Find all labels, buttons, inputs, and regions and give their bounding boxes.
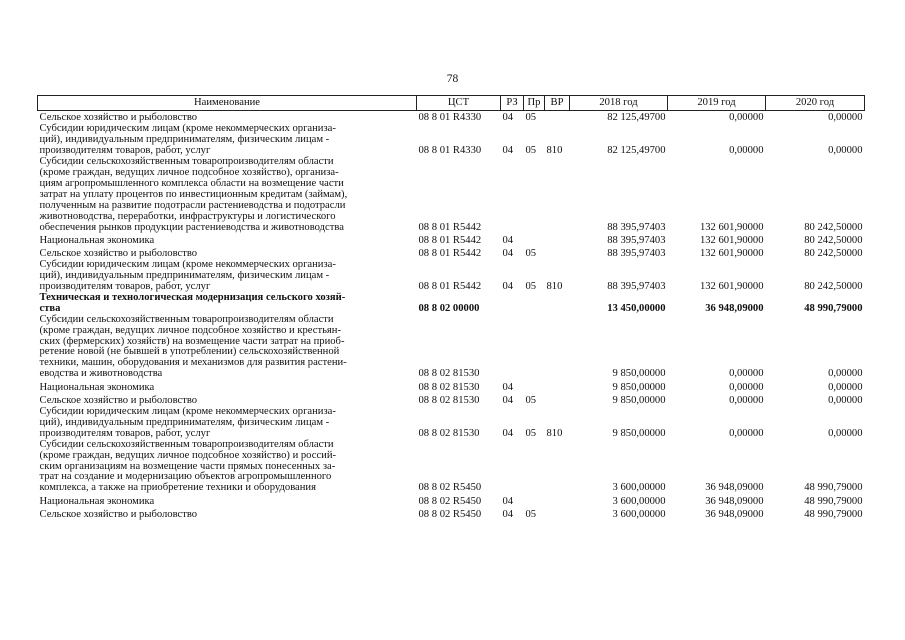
row-2019-value: 36 948,09000 [705,509,764,521]
row-vr [545,494,570,507]
row-rz: 04 [502,234,514,246]
row-2019-value: 0,00000 [729,112,764,124]
row-rz [501,315,524,380]
row-vr: 810 [546,145,563,157]
row-cst: 08 8 02 81530 [418,395,480,407]
row-2019-value: 36 948,09000 [705,302,764,314]
row-rz: 04 [502,427,514,439]
row-2018-value: 9 850,00000 [612,427,666,439]
row-name: Сельское хозяйство и рыболовство [39,248,198,260]
row-vr [545,315,570,380]
row-2018-value: 3 600,00000 [612,495,666,507]
row-name: Сельское хозяйство и рыболовство [39,509,198,521]
table-row [38,293,865,315]
row-pr [524,233,545,246]
row-2018-value: 88 395,97403 [607,234,666,246]
row-cst: 08 8 01 R5442 [418,234,482,246]
row-2020-value: 80 242,50000 [804,281,863,293]
row-2020-value: 48 990,79000 [804,495,863,507]
row-2018-value: 13 450,00000 [607,302,666,314]
row-rz: 04 [502,248,514,260]
row-2020-value: 80 242,50000 [804,248,863,260]
row-vr [545,111,570,125]
row-2019-value: 36 948,09000 [705,495,764,507]
row-2018-value: 9 850,00000 [612,381,666,393]
row-name: Национальная экономика [39,381,155,393]
row-2020-value: 0,00000 [828,368,863,380]
row-2019-value: 0,00000 [729,381,764,393]
row-cst: 08 8 01 R4330 [418,145,482,157]
table-row [38,440,865,495]
row-2018-value: 3 600,00000 [612,482,666,494]
row-2018-value: 9 850,00000 [612,395,666,407]
row-vr: 810 [546,427,563,439]
row-cst: 08 8 02 81530 [418,368,480,380]
header-name: Наименование [38,96,417,111]
row-name: Субсидии юридическим лицам (кроме некоммерческих организа- ций), индивидуальным предпринимателям, физическим лицам - производителям товаров, работ, услуг [39,405,336,439]
row-pr [524,157,545,233]
row-pr: 05 [525,509,537,521]
row-2018-value: 88 395,97403 [607,281,666,293]
row-vr [545,247,570,260]
row-name: Техническая и технологическая модернизация сельского хозяй- ства [39,291,346,314]
row-vr [545,508,570,521]
row-2019-value: 132 601,90000 [699,281,764,293]
row-cst: 08 8 02 R5450 [418,495,482,507]
row-rz: 04 [502,145,514,157]
row-2019-value: 132 601,90000 [699,234,764,246]
row-2018-value: 88 395,97403 [607,248,666,260]
header-2018: 2018 год [570,96,668,111]
row-vr [545,380,570,393]
row-pr: 05 [525,281,537,293]
table-row [38,247,865,260]
row-2018-value: 82 125,49700 [607,112,666,124]
row-2019-value: 0,00000 [729,145,764,157]
row-pr [524,380,545,393]
table-row [38,233,865,246]
row-cst: 08 8 01 R5442 [418,221,482,233]
row-2019-value: 36 948,09000 [705,482,764,494]
page-number: 78 [446,73,459,85]
row-pr [524,494,545,507]
row-name: Субсидии юридическим лицам (кроме некоммерческих организа- ций), индивидуальным предпринимателям, физическим лицам - производителям товаров, работ, услуг [39,123,336,157]
row-cst: 08 8 01 R5442 [418,248,482,260]
row-vr: 810 [546,281,563,293]
table-row [38,380,865,393]
row-2019-value: 0,00000 [729,395,764,407]
row-2019-value: 132 601,90000 [699,248,764,260]
header-cst: ЦСТ [417,96,501,111]
row-2018-value: 88 395,97403 [607,221,666,233]
row-rz: 04 [502,509,514,521]
table-row [38,407,865,440]
row-name: Субсидии сельскохозяйственным товаропроизводителям области (кроме граждан, ведущих личное подсобное хозяйство и крестьян- ских (фермерских) хозяйств) на возмещение части затрат на приоб- ретение новой (не бывшей в употреблении) сельскохозяйственной техники, машин, оборудования и механизмов для развития растени- еводства и животноводства [39,313,347,380]
row-vr [545,293,570,315]
table-row [38,157,865,233]
row-2018-value: 3 600,00000 [612,509,666,521]
table-row [38,494,865,507]
row-pr: 05 [525,112,537,124]
row-pr [524,440,545,495]
table-row [38,260,865,293]
header-rz: РЗ [501,96,524,111]
row-cst: 08 8 02 81530 [418,381,480,393]
row-pr: 05 [525,145,537,157]
header-pr: Пр [524,96,545,111]
row-2020-value: 0,00000 [828,395,863,407]
row-pr [524,315,545,380]
table-row [38,111,865,125]
row-name: Сельское хозяйство и рыболовство [39,112,198,124]
row-cst: 08 8 01 R5442 [418,281,482,293]
row-vr [545,157,570,233]
row-rz: 04 [502,495,514,507]
row-rz: 04 [502,112,514,124]
table-row [38,394,865,407]
row-pr: 05 [525,395,537,407]
row-2020-value: 80 242,50000 [804,221,863,233]
row-rz [501,440,524,495]
row-cst: 08 8 02 00000 [418,302,480,314]
row-2020-value: 0,00000 [828,381,863,393]
table-row [38,508,865,521]
row-pr [524,293,545,315]
header-vr: ВР [545,96,570,111]
row-rz: 04 [502,395,514,407]
row-rz [501,157,524,233]
row-cst: 08 8 01 R4330 [418,112,482,124]
table-row [38,124,865,157]
row-name: Субсидии юридическим лицам (кроме некоммерческих организа- ций), индивидуальным предпринимателям, физическим лицам - производителям товаров, работ, услуг [39,259,336,293]
row-2020-value: 80 242,50000 [804,234,863,246]
row-2020-value: 48 990,79000 [804,302,863,314]
row-name: Сельское хозяйство и рыболовство [39,395,198,407]
row-2020-value: 0,00000 [828,145,863,157]
row-cst: 08 8 02 R5450 [418,509,482,521]
row-2018-value: 9 850,00000 [612,368,666,380]
header-2019: 2019 год [668,96,766,111]
row-2019-value: 0,00000 [729,368,764,380]
row-vr [545,440,570,495]
table-header-row [38,96,865,111]
row-2019-value: 0,00000 [729,427,764,439]
row-name: Субсидии сельскохозяйственным товаропроизводителям области (кроме граждан, ведущих личное подсобное хозяйство) и россий- ским организациям на возмещение части прямых понесенных за- трат на создание и модернизацию объектов агропромышленного комплекса, а также на приобретение техники и оборудования [39,438,337,494]
row-rz: 04 [502,381,514,393]
header-2020: 2020 год [766,96,865,111]
row-2019-value: 132 601,90000 [699,221,764,233]
row-cst: 08 8 02 81530 [418,427,480,439]
row-pr: 05 [525,427,537,439]
row-rz [501,293,524,315]
row-vr [545,233,570,246]
table-row [38,315,865,380]
row-2018-value: 82 125,49700 [607,145,666,157]
row-cst: 08 8 02 R5450 [418,482,482,494]
row-2020-value: 0,00000 [828,427,863,439]
row-name: Национальная экономика [39,495,155,507]
row-name: Национальная экономика [39,234,155,246]
row-name: Субсидии сельскохозяйственным товаропроизводителям области (кроме граждан, ведущих личное подсобное хозяйство), организа- циям агропромышленного комплекса области на возмещение части затрат на уплату процентов по инвестиционным кредитам (займам), полученным на развитие подотрасли растениеводства и подотрасли животноводства, переработки, инфраструктуры и логистического обеспечения рынков продукции растениеводства и животноводства [39,156,348,233]
row-rz: 04 [502,281,514,293]
row-2020-value: 48 990,79000 [804,509,863,521]
row-vr [545,394,570,407]
row-pr: 05 [525,248,537,260]
row-2020-value: 0,00000 [828,112,863,124]
budget-table [37,95,865,521]
row-2020-value: 48 990,79000 [804,482,863,494]
